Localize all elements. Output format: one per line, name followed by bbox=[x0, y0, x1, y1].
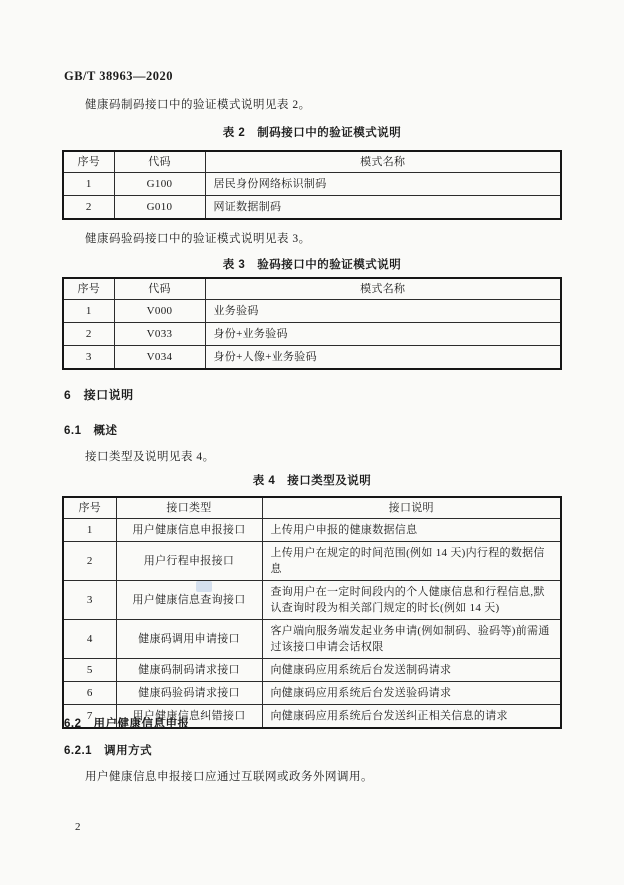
cell-interface-type: 用户健康信息申报接口 bbox=[116, 518, 262, 541]
cell-code: G010 bbox=[114, 195, 205, 219]
col-header-code: 代码 bbox=[114, 151, 205, 172]
cell-code: V034 bbox=[114, 345, 205, 369]
cell-interface-type: 用户行程申报接口 bbox=[116, 541, 262, 580]
cell-interface-desc: 向健康码应用系统后台发送制码请求 bbox=[262, 658, 561, 681]
cell-interface-type: 健康码调用申请接口 bbox=[116, 619, 262, 658]
table-row bbox=[63, 172, 561, 195]
col-header-mode-name: 模式名称 bbox=[205, 151, 561, 172]
table-header-row bbox=[63, 151, 561, 172]
cell-code: V000 bbox=[114, 299, 205, 322]
cell-seq: 2 bbox=[63, 195, 114, 219]
table-row bbox=[63, 345, 561, 369]
cell-mode-name: 业务验码 bbox=[205, 299, 561, 322]
cell-interface-type: 健康码制码请求接口 bbox=[116, 658, 262, 681]
col-header-seq: 序号 bbox=[63, 497, 116, 518]
table2-verification-modes bbox=[62, 150, 562, 220]
col-header-seq: 序号 bbox=[63, 278, 114, 299]
table-row bbox=[63, 541, 561, 580]
col-header-interface-type: 接口类型 bbox=[116, 497, 262, 518]
cell-mode-name: 身份+人像+业务验码 bbox=[205, 345, 561, 369]
table4-caption: 表 4 接口类型及说明 bbox=[252, 475, 372, 487]
table-row bbox=[63, 322, 561, 345]
cell-seq: 1 bbox=[63, 518, 116, 541]
table-row bbox=[63, 619, 561, 658]
cell-seq: 7 bbox=[63, 704, 116, 728]
cell-mode-name: 居民身份网络标识制码 bbox=[205, 172, 561, 195]
document-code-header: GB/T 38963—2020 bbox=[64, 69, 174, 83]
cell-interface-desc: 向健康码应用系统后台发送验码请求 bbox=[262, 681, 561, 704]
col-header-mode-name: 模式名称 bbox=[205, 278, 561, 299]
cell-seq: 5 bbox=[63, 658, 116, 681]
paragraph-call-method: 用户健康信息申报接口应通过互联网或政务外网调用。 bbox=[85, 771, 373, 783]
table-row bbox=[63, 580, 561, 619]
cell-seq: 4 bbox=[63, 619, 116, 658]
scan-artifact bbox=[196, 581, 212, 592]
cell-seq: 2 bbox=[63, 541, 116, 580]
cell-mode-name: 网证数据制码 bbox=[205, 195, 561, 219]
paragraph-table4-intro: 接口类型及说明见表 4。 bbox=[85, 451, 215, 463]
table-row bbox=[63, 681, 561, 704]
table-row bbox=[63, 658, 561, 681]
cell-seq: 1 bbox=[63, 299, 114, 322]
cell-interface-desc: 上传用户申报的健康数据信息 bbox=[262, 518, 561, 541]
cell-seq: 2 bbox=[63, 322, 114, 345]
col-header-code: 代码 bbox=[114, 278, 205, 299]
table2-caption: 表 2 制码接口中的验证模式说明 bbox=[222, 127, 402, 139]
table4-interface-types bbox=[62, 496, 562, 729]
page-number: 2 bbox=[75, 821, 81, 833]
cell-interface-type: 健康码验码请求接口 bbox=[116, 681, 262, 704]
cell-interface-type: 用户健康信息查询接口 bbox=[116, 580, 262, 619]
col-header-seq: 序号 bbox=[63, 151, 114, 172]
cell-seq: 1 bbox=[63, 172, 114, 195]
table-header-row bbox=[63, 278, 561, 299]
paragraph-table2-intro: 健康码制码接口中的验证模式说明见表 2。 bbox=[85, 99, 311, 111]
table-header-row bbox=[63, 497, 561, 518]
section-heading-6: 6 接口说明 bbox=[64, 388, 134, 402]
section-heading-6-1: 6.1 概述 bbox=[64, 425, 118, 437]
table-row bbox=[63, 518, 561, 541]
paragraph-table3-intro: 健康码验码接口中的验证模式说明见表 3。 bbox=[85, 233, 311, 245]
section-heading-6-2-1: 6.2.1 调用方式 bbox=[64, 745, 153, 757]
cell-interface-desc: 客户端向服务端发起业务申请(例如制码、验码等)前需通过该接口申请会话权限 bbox=[262, 619, 561, 658]
cell-interface-desc: 上传用户在规定的时间范围(例如 14 天)内行程的数据信息 bbox=[262, 541, 561, 580]
cell-seq: 6 bbox=[63, 681, 116, 704]
cell-mode-name: 身份+业务验码 bbox=[205, 322, 561, 345]
cell-interface-type: 用户健康信息纠错接口 bbox=[116, 704, 262, 728]
section-heading-6-2: 6.2 用户健康信息申报 bbox=[64, 718, 190, 730]
cell-code: V033 bbox=[114, 322, 205, 345]
table-row bbox=[63, 299, 561, 322]
cell-interface-desc: 向健康码应用系统后台发送纠正相关信息的请求 bbox=[262, 704, 561, 728]
cell-seq: 3 bbox=[63, 580, 116, 619]
cell-seq: 3 bbox=[63, 345, 114, 369]
cell-code: G100 bbox=[114, 172, 205, 195]
table3-verification-modes bbox=[62, 277, 562, 370]
table3-caption: 表 3 验码接口中的验证模式说明 bbox=[222, 259, 402, 271]
cell-interface-desc: 查询用户在一定时间段内的个人健康信息和行程信息,默认查询时段为相关部门规定的时长(例如 14 天) bbox=[262, 580, 561, 619]
table-row bbox=[63, 195, 561, 219]
col-header-interface-desc: 接口说明 bbox=[262, 497, 561, 518]
